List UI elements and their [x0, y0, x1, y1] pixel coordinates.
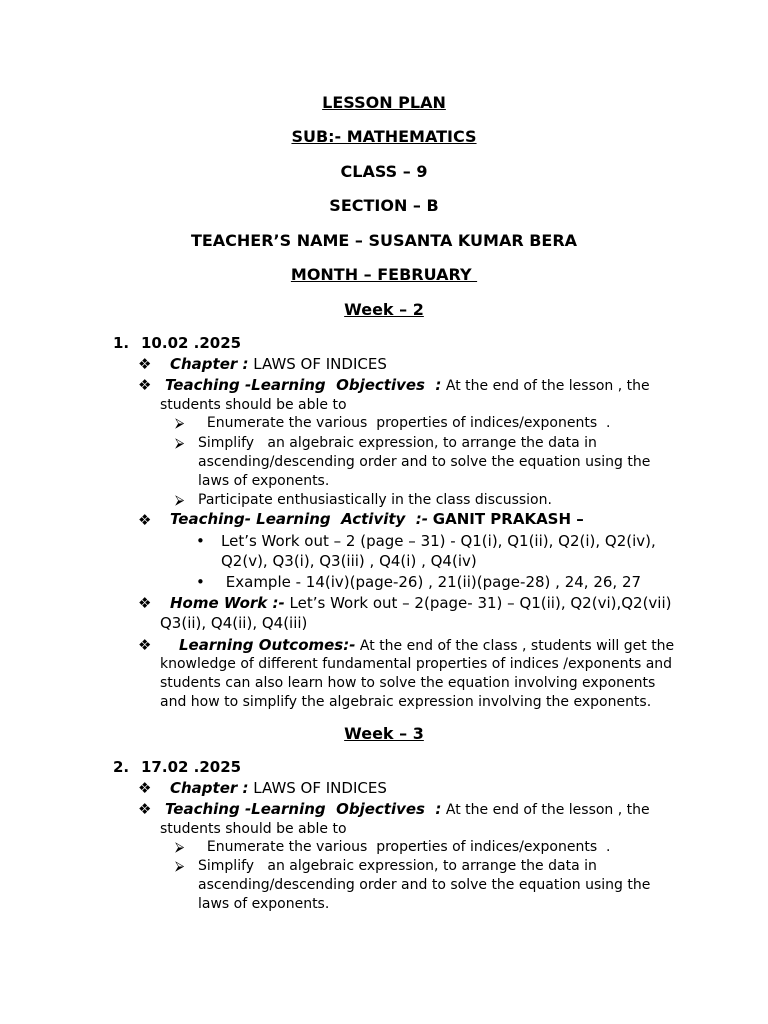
objective-item: Enumerate the various properties of indices/exponents .: [198, 839, 611, 855]
objectives-intro-continued: students should be able to: [160, 821, 347, 837]
round-bullet-icon: •: [196, 532, 205, 550]
outcomes-continued: knowledge of different fundamental properties of indices /exponents and: [160, 656, 673, 672]
outcomes-continued: students can also learn how to solve the equation involving exponents: [160, 675, 656, 691]
arrow-bullet-icon: ⮚: [175, 493, 185, 508]
objectives-line: [165, 800, 650, 820]
outcomes-label: Learning Outcomes:-: [179, 636, 356, 654]
activity-item-continued: Q2(v), Q3(i), Q3(iii) , Q4(i) , Q4(iv): [221, 552, 477, 570]
objective-item: Simplify an algebraic expression, to arrange the data in: [198, 858, 597, 874]
objective-item-continued: ascending/descending order and to solve the equation using the: [198, 877, 651, 893]
section-heading: SECTION – B: [329, 196, 439, 215]
month-heading: MONTH – FEBRUARY: [290, 265, 478, 284]
objectives-line: [165, 376, 650, 396]
entry-number: 2.: [113, 758, 130, 776]
chapter-value: LAWS OF INDICES: [253, 355, 387, 373]
arrow-bullet-icon: ⮚: [175, 436, 185, 451]
lesson-date: 17.02 .2025: [141, 758, 242, 776]
diamond-bullet-icon: ❖: [138, 355, 152, 373]
round-bullet-icon: •: [196, 573, 205, 591]
activity-item: Let’s Work out – 2 (page – 31) - Q1(i), Q1(ii), Q2(i), Q2(iv),: [221, 532, 656, 550]
outcomes-text: At the end of the class , students will get the: [359, 638, 675, 654]
activity-item: Example - 14(iv)(page-26) , 21(ii)(page-28) , 24, 26, 27: [221, 573, 642, 591]
arrow-bullet-icon: ⮚: [175, 840, 185, 855]
objectives-label: Teaching -Learning Objectives :: [165, 376, 442, 394]
outcomes-line: [179, 636, 674, 656]
homework-continued: Q3(ii), Q4(ii), Q4(iii): [160, 614, 308, 632]
objective-item-continued: ascending/descending order and to solve the equation using the: [198, 454, 651, 470]
chapter-label: Chapter :: [170, 779, 249, 797]
diamond-bullet-icon: ❖: [138, 779, 152, 797]
arrow-bullet-icon: ⮚: [175, 859, 185, 874]
activity-line: [170, 510, 584, 529]
arrow-bullet-icon: ⮚: [175, 416, 185, 431]
week-heading: Week – 3: [344, 724, 424, 743]
week-heading: Week – 2: [344, 300, 424, 319]
chapter-label: Chapter :: [170, 355, 249, 373]
teacher-name-heading: TEACHER’S NAME – SUSANTA KUMAR BERA: [190, 231, 578, 250]
homework-label: Home Work :-: [170, 594, 285, 612]
activity-label: Teaching- Learning Activity :-: [170, 510, 428, 528]
objectives-intro: At the end of the lesson , the: [445, 802, 650, 818]
lesson-date: 10.02 .2025: [141, 334, 242, 352]
activity-value: GANIT PRAKASH –: [432, 510, 584, 528]
diamond-bullet-icon: ❖: [138, 511, 152, 529]
diamond-bullet-icon: ❖: [138, 594, 152, 612]
objective-item: Simplify an algebraic expression, to arrange the data in: [198, 435, 597, 451]
homework-value: Let’s Work out – 2(page- 31) – Q1(ii), Q2(vi),Q2(vii): [289, 594, 672, 612]
objective-item: Participate enthusiastically in the class discussion.: [198, 492, 552, 508]
homework-line: [170, 594, 672, 613]
diamond-bullet-icon: ❖: [138, 376, 152, 394]
entry-number: 1.: [113, 334, 130, 352]
subject-heading: SUB:- MATHEMATICS: [291, 127, 477, 146]
class-heading: CLASS – 9: [340, 162, 428, 181]
objectives-intro: At the end of the lesson , the: [445, 378, 650, 394]
objective-item-continued: laws of exponents.: [198, 896, 330, 912]
chapter-value: LAWS OF INDICES: [253, 779, 387, 797]
document-title: LESSON PLAN: [322, 93, 446, 112]
diamond-bullet-icon: ❖: [138, 636, 152, 654]
chapter-line: [170, 779, 387, 798]
objective-item-continued: laws of exponents.: [198, 473, 330, 489]
outcomes-continued: and how to simplify the algebraic expression involving the exponents.: [160, 694, 652, 710]
objectives-label: Teaching -Learning Objectives :: [165, 800, 442, 818]
objectives-intro-continued: students should be able to: [160, 397, 347, 413]
chapter-line: [170, 355, 387, 374]
diamond-bullet-icon: ❖: [138, 800, 152, 818]
objective-item: Enumerate the various properties of indices/exponents .: [198, 415, 611, 431]
